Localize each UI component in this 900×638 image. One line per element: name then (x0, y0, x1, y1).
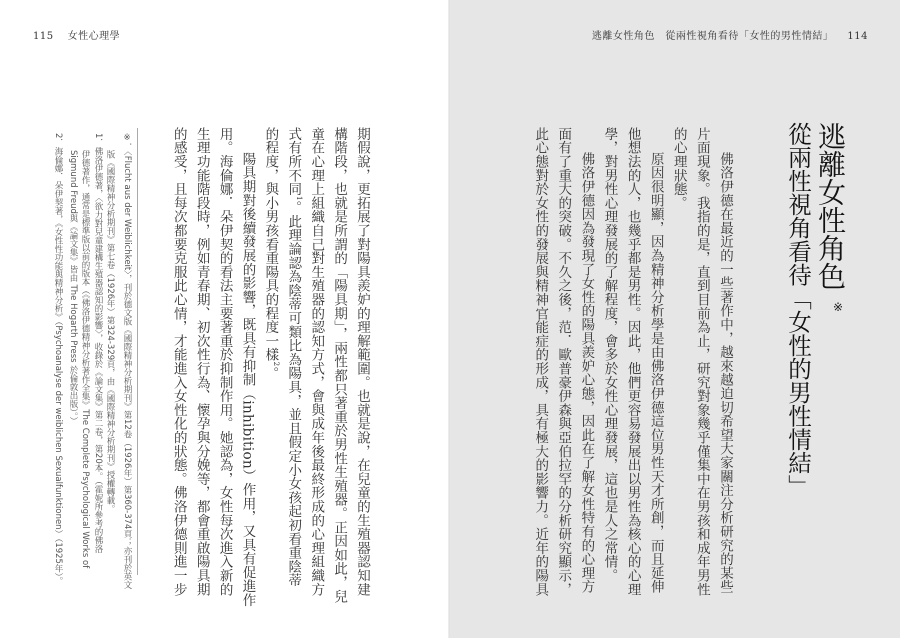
footnote-line: 1．佛洛伊德著，〈欲力對兒童建構生殖器認知的影響〉，收錄於《論文集》第二卷，第20本。（霍妮所參考的佛洛 (93, 133, 103, 553)
footnote-line: 伊德著作，通常是標準版以前的版本（《佛洛伊德精神分析著作全集》The Complete Psychological Works of (80, 133, 90, 569)
text-segment: 用。海倫娜．朵伊契的看法主要著重於抑制作用。她認為，女性每次進入新的 (216, 127, 233, 597)
text-line (217, 127, 232, 596)
book-title: 女性心理學 (67, 31, 121, 42)
text-line (625, 127, 640, 596)
text-segment: 陽具期對後續發展的影響，既具有抑制（inhibition）作用，又具有促進作 (239, 152, 256, 607)
text-segment: 童在心理上組織自己對生殖器的認知方式，會與成年後最終形成的心理組織方 (308, 127, 325, 597)
text-line (671, 127, 686, 210)
chapter-subheading: 從兩性視角看待「女性的男性情結」 (784, 122, 812, 498)
text-line (354, 127, 369, 596)
page-number: 114 (847, 31, 868, 42)
page-number: 115 (33, 31, 54, 42)
text-line (717, 152, 732, 594)
text-line (602, 127, 617, 582)
text-segment: 構階段，也就是所謂的「陽具期」，兩性都只著重於男性生殖器。正因如此，兒 (331, 127, 348, 604)
text-line (331, 127, 346, 603)
right-running-header (592, 27, 868, 42)
text-line (285, 127, 306, 587)
text-segment: 期假說，更拓展了對陽具羨妒的理解範圍。也就是說，在兒童的生殖器認知建 (354, 127, 370, 597)
text-segment: 他想法的人，也幾乎都是男性。因此，他們更容易發展出以男性為核心的心理 (624, 127, 641, 597)
text-segment: 此心態對於女性的發展與精神官能症的形成，具有極大的影響力。近年的陽具 (532, 127, 549, 597)
text-segment: 。 (262, 366, 279, 381)
footnote-line: 版《國際精神分析期刊》第七卷（1926年）第324-329頁，由《國際精神分析期刊》授權轉載。 (105, 133, 115, 514)
footnote-line: Sigmund Freud與《論文集》皆由 The Hogarth Press 於倫敦出版）。） (68, 133, 78, 425)
text-line (240, 152, 255, 607)
left-running-header (33, 27, 120, 42)
text-segment: 面有了重大的突破。不久之後，范．歐普豪伊森與亞伯拉罕的分析研究顯示， (555, 127, 572, 597)
text-line (555, 127, 570, 596)
text-line (532, 127, 547, 596)
text-line (578, 152, 593, 594)
text-segment: 生理功能階段時，例如青春期、初次性行為、懷孕與分娩等，都會重啟陽具期 (193, 127, 210, 597)
chapter-title: 逃離女性角色 從兩性視角看待「女性的男性情結」 (591, 31, 834, 42)
text-segment: 佛洛伊德因為發現了女性的陽具羨妒心態，因此在了解女性特有的心理方 (578, 152, 595, 594)
footnote-divider (137, 128, 138, 575)
text-segment: 的感受，且每次都要克服此心情，才能進入女性化的狀態。佛洛伊德則進一步 (170, 127, 187, 597)
text-segment: 片面現象。我指的是，直到目前為止，研究對象幾乎僅集中在男孩和成年男性 (693, 127, 710, 597)
book-gutter (448, 0, 450, 638)
text-line (694, 127, 709, 596)
text-segment: 佛洛伊德在最近的一些著作中，越來越迫切希望大家關注分析研究的某些 (717, 152, 733, 594)
text-line (194, 127, 209, 596)
text-line (171, 127, 186, 596)
right-page (450, 0, 900, 638)
footnote-line: ※．〈Flucht aus der Weiblichkeit〉，刊於德文版《國際精神分析期刊》第12卷（1926年）第360-374頁；亦刊於英文 (122, 133, 132, 589)
text-segment: 的心理狀態。 (670, 127, 687, 210)
chapter-note-mark: ※ (833, 300, 844, 314)
text-segment: 原因很明顯，因為精神分析學是由佛洛伊德這位男性天才所創，而且延伸 (647, 152, 664, 594)
text-line (648, 152, 663, 594)
text-segment: 的程度，與小男孩看重陽具的程度一樣 (262, 127, 279, 362)
chapter-heading: 逃離女性角色 (814, 122, 847, 290)
text-segment: 學，對男性心理發展的了解程度，會多於女性心理發展，這也是人之常情。 (601, 127, 618, 583)
text-segment: 式有所不同 (285, 127, 302, 196)
footnote-ref[interactable]: 2 (271, 361, 280, 367)
text-line (262, 127, 283, 380)
footnote-line: 2．海倫娜．朵伊契著，《女性性功能與精神分析》（Psychoanalyse der weiblichen Sexualfunktionen）（1925年）。 (53, 133, 63, 586)
text-line (308, 127, 323, 596)
footnote-ref[interactable]: 1 (294, 196, 303, 201)
text-segment: 。此理論認為陰蒂可類比為陽具，並且假定小女孩起初看重陰蒂 (285, 200, 302, 588)
